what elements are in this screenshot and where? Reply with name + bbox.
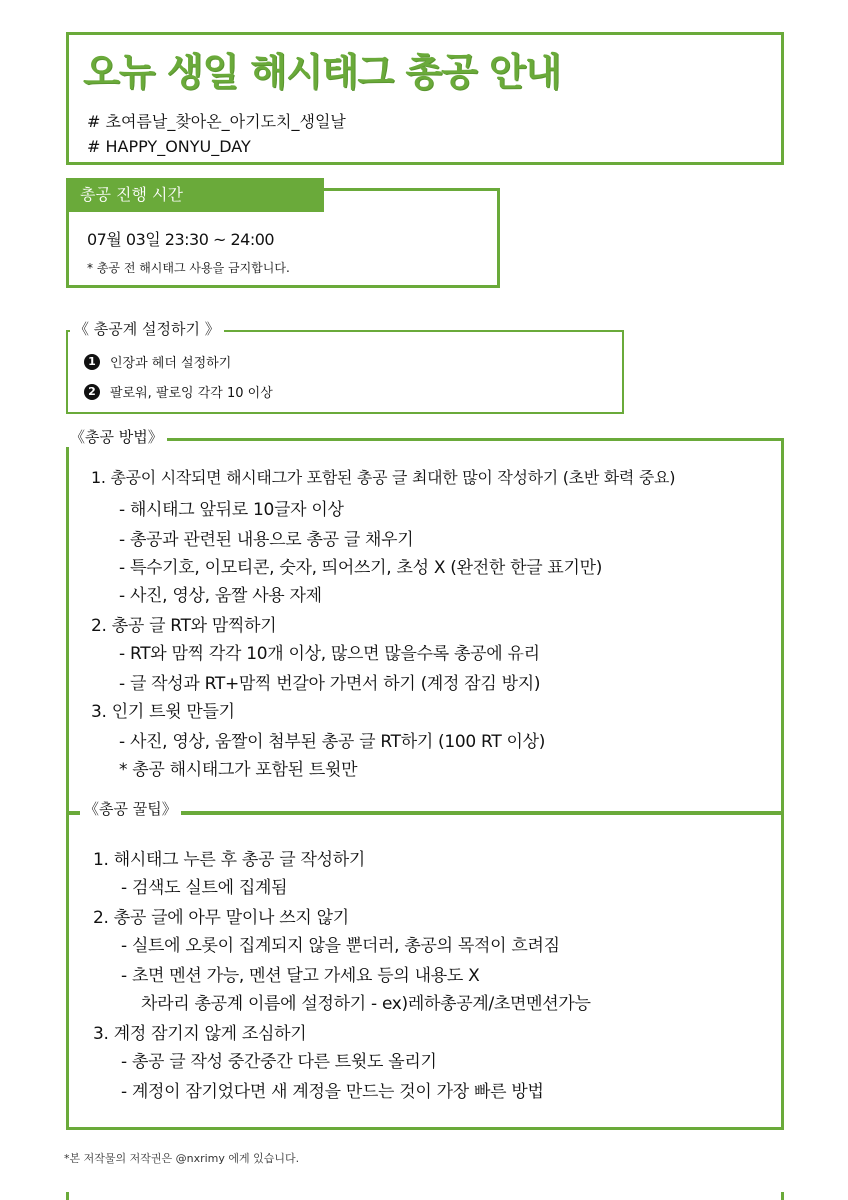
tips-section-label: 《총공 꿀팁》	[80, 798, 181, 819]
tips-line: 3. 계정 잠기지 않게 조심하기	[93, 1024, 307, 1044]
setup-item-text: 인장과 헤더 설정하기	[110, 356, 232, 371]
method-section-label: 《총공 방법》	[66, 426, 167, 447]
tips-line: 2. 총공 글에 아무 말이나 쓰지 않기	[93, 908, 349, 928]
setup-item	[84, 382, 273, 401]
setup-item-text: 팔로워, 팔로잉 각각 10 이상	[110, 386, 273, 401]
setup-section-box	[66, 330, 624, 414]
number-badge-icon: 1	[84, 354, 100, 370]
hashtag-primary: # 초여름날_찾아온_아기도치_생일날	[87, 112, 346, 131]
tips-line: - 검색도 실트에 집계됨	[121, 878, 288, 898]
copyright-notice: *본 저작물의 저작권은 @nxrimy 에게 있습니다.	[64, 1152, 300, 1165]
tips-line: - 계정이 잠기었다면 새 계정을 만드는 것이 가장 빠른 방법	[121, 1082, 544, 1102]
method-line: 3. 인기 트윗 만들기	[91, 702, 235, 722]
setup-section-label: 《 총공계 설정하기 》	[70, 318, 224, 339]
method-line: 2. 총공 글 RT와 맘찍하기	[91, 616, 277, 636]
tips-section-box	[66, 812, 784, 1130]
tips-line: 차라리 총공계 이름에 설정하기 - ex)레하총공계/초면멘션가능	[141, 994, 591, 1014]
method-line: - 해시태그 앞뒤로 10글자 이상	[119, 500, 344, 520]
setup-item	[84, 352, 231, 371]
method-line: 1. 총공이 시작되면 해시태그가 포함된 총공 글 최대한 많이 작성하기 (초반 화력 중요)	[91, 468, 676, 487]
method-section-box	[66, 438, 784, 814]
method-line: - 글 작성과 RT+맘찍 번갈아 가면서 하기 (계정 잠김 방지)	[119, 674, 541, 694]
method-line: - 총공과 관련된 내용으로 총공 글 채우기	[119, 530, 414, 550]
next-box-edge	[66, 1192, 784, 1200]
method-line: - 사진, 영상, 움짤이 첨부된 총공 글 RT하기 (100 RT 이상)	[119, 732, 546, 752]
method-line: - 사진, 영상, 움짤 사용 자제	[119, 586, 322, 606]
time-note: * 총공 전 해시태그 사용을 금지합니다.	[87, 261, 290, 275]
page-title: 오뉴 생일 해시태그 총공 안내	[83, 50, 561, 94]
hashtag-secondary: # HAPPY_ONYU_DAY	[87, 137, 251, 156]
method-line: - 특수기호, 이모티콘, 숫자, 띄어쓰기, 초성 X (완전한 한글 표기만)	[119, 558, 603, 578]
title-box	[66, 32, 784, 165]
method-line: - RT와 맘찍 각각 10개 이상, 많으면 많을수록 총공에 유리	[119, 644, 540, 664]
tips-line: - 총공 글 작성 중간중간 다른 트윗도 올리기	[121, 1052, 437, 1072]
tips-line: - 실트에 오롯이 집계되지 않을 뿐더러, 총공의 목적이 흐려짐	[121, 936, 560, 956]
event-time: 07월 03일 23:30 ~ 24:00	[87, 230, 275, 249]
number-badge-icon: 2	[84, 384, 100, 400]
time-section-header: 총공 진행 시간	[66, 178, 324, 212]
method-line: * 총공 해시태그가 포함된 트윗만	[119, 760, 358, 780]
tips-line: 1. 해시태그 누른 후 총공 글 작성하기	[93, 850, 365, 870]
tips-line: - 초면 멘션 가능, 멘션 달고 가세요 등의 내용도 X	[121, 966, 480, 986]
